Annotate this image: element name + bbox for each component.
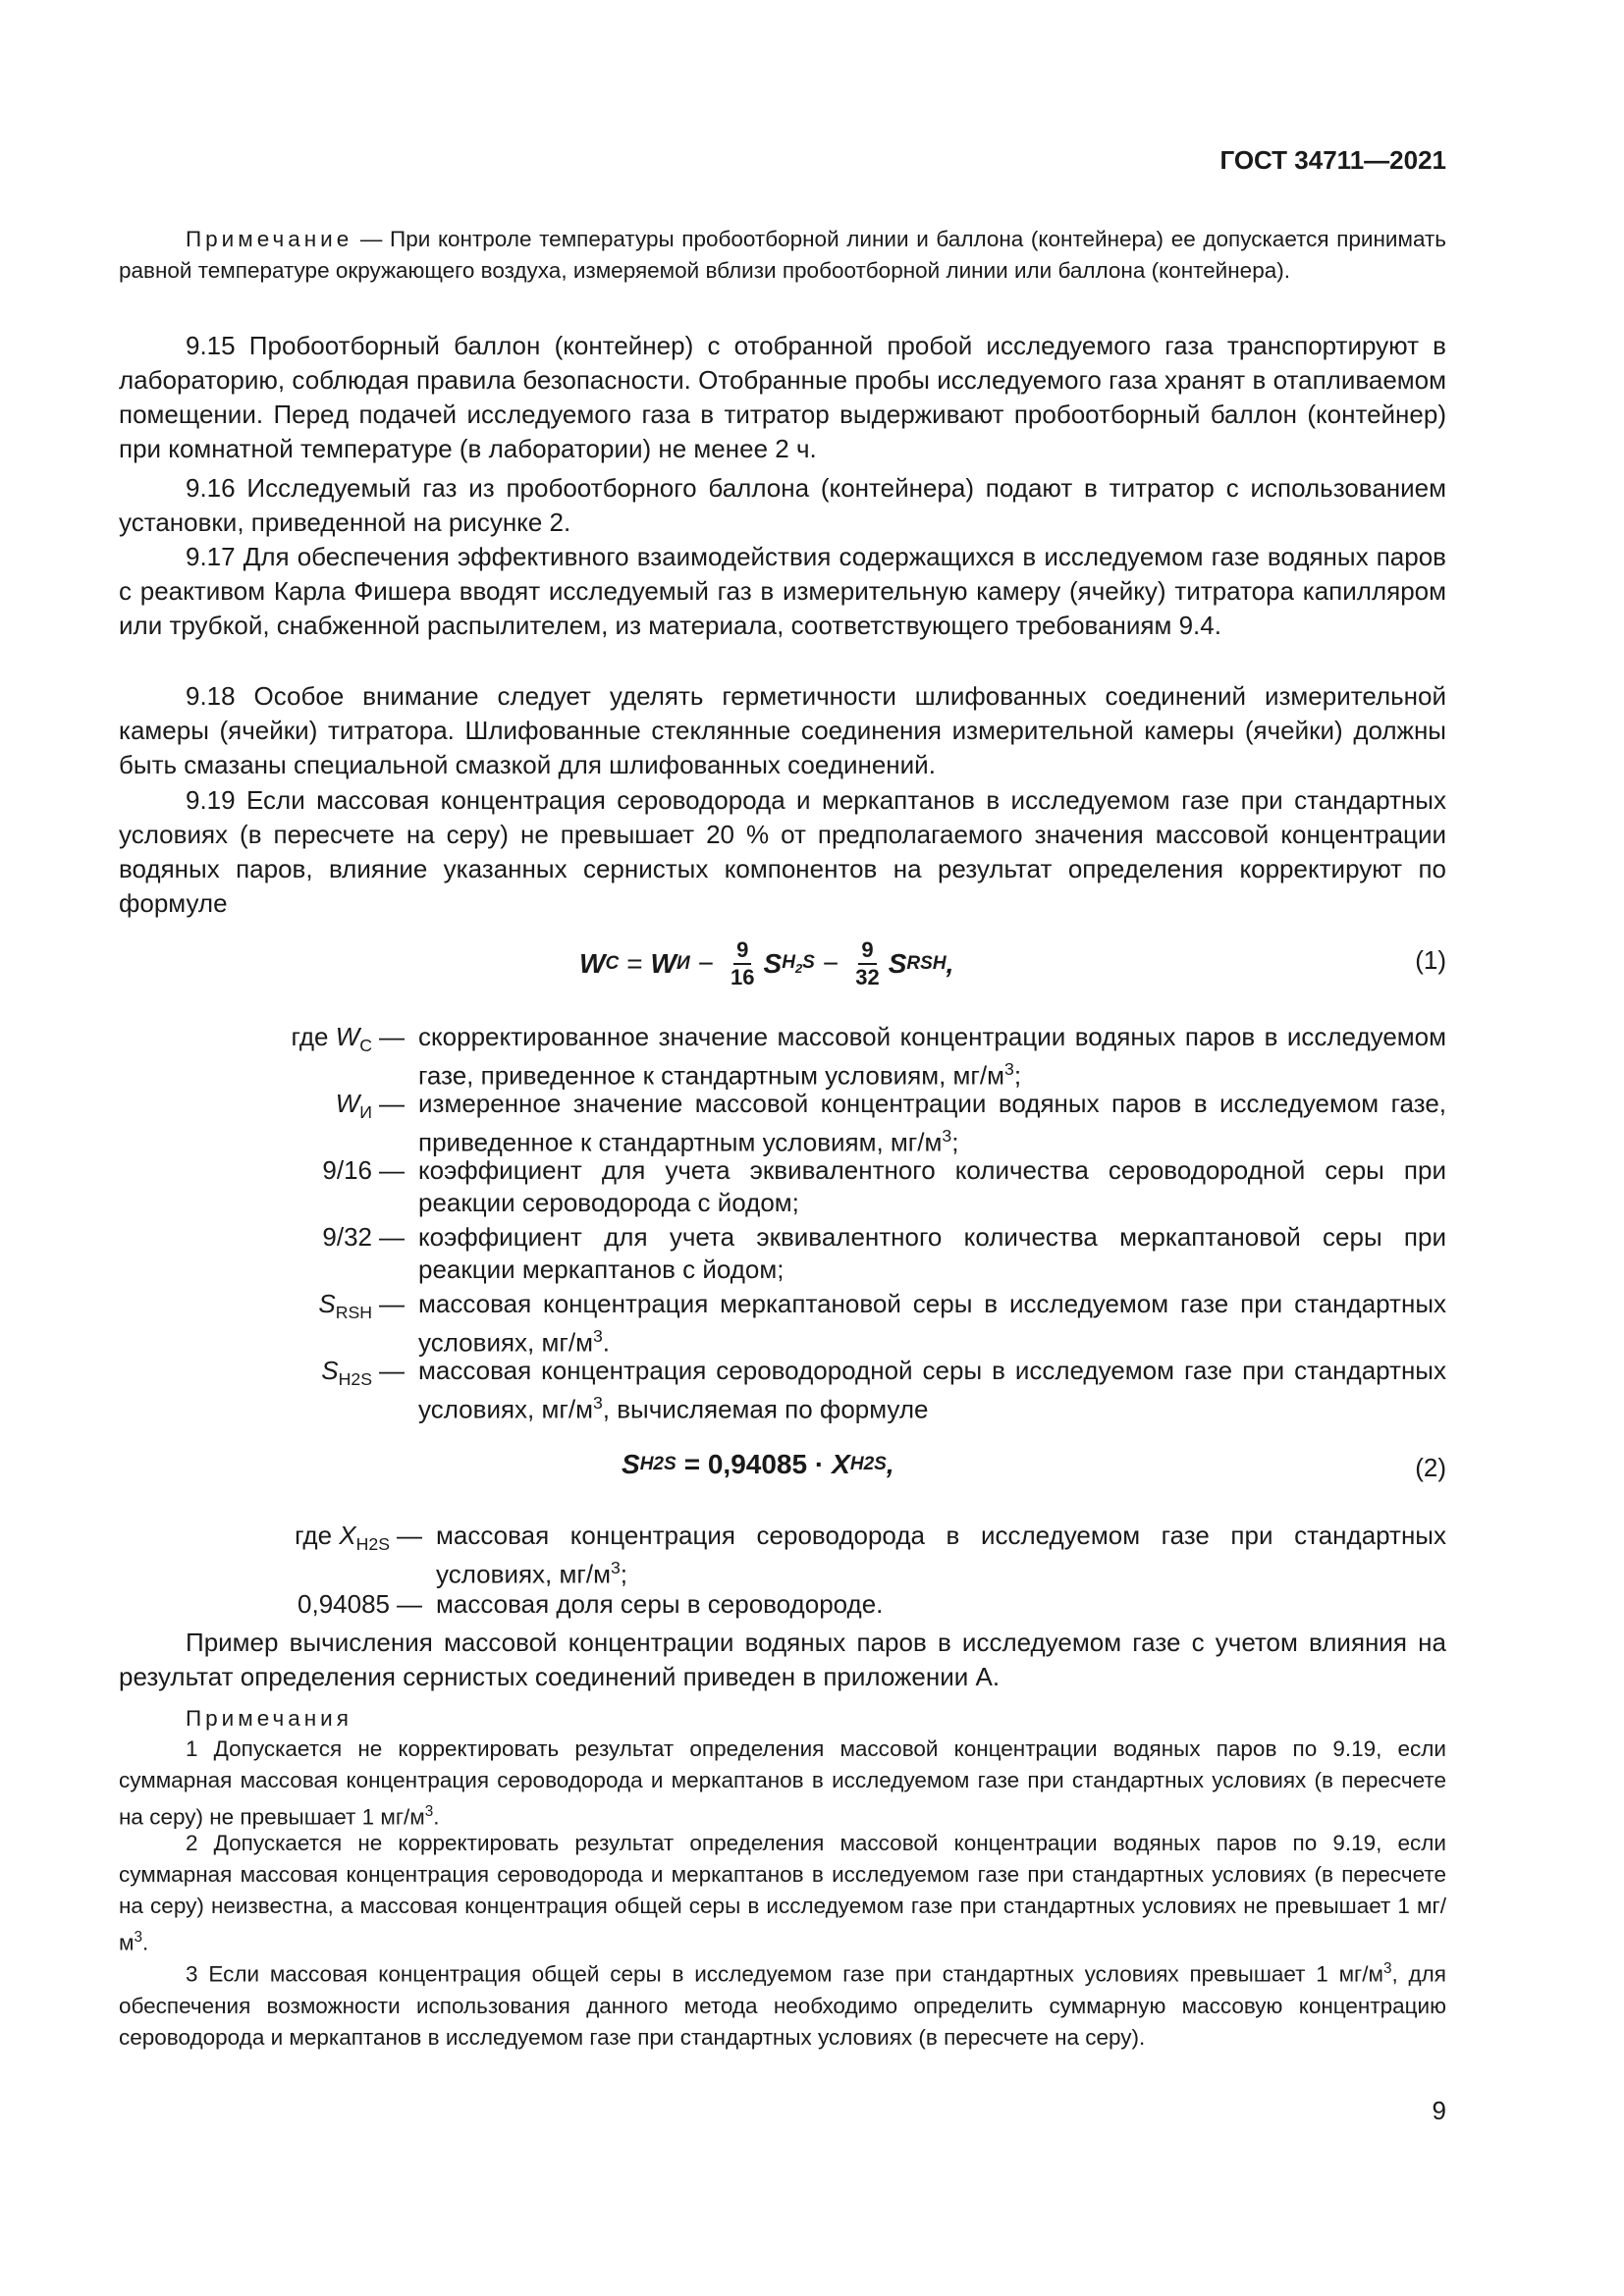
note-2-text: 2 Допускается не корректировать результат определения массовой концентрации водяных паров по 9.19, если суммарная массовая концентрация сероводорода и меркаптанов в исследуемом газе при стандартных условиях (в пересчете на серу) неизвестна, а массовая концентрация общей серы в исследуемом газе при стандартных условиях не превышает 1 мг/м	[119, 1831, 1446, 1955]
legend-symbol: 9/32	[322, 1222, 372, 1252]
legend-text: массовая концентрация сероводородной серы в исследуемом газе при стандартных условиях, мг/м	[418, 1356, 1446, 1424]
note-label: Примечание	[186, 227, 353, 251]
paragraph-9-19: 9.19 Если массовая концентрация сероводорода и меркаптанов в исследуемом газе при стандартных условиях (в пересчете на серу) не превышает 20 % от предполагаемого значения массовой концентрации водяных паров, влияние указанных сернистых компонентов на результат определения корректируют по формуле	[119, 785, 1446, 918]
note-1-end: .	[433, 1804, 440, 1830]
legend-symbol-sub: С	[359, 1036, 372, 1056]
legend-dash: —	[397, 1521, 422, 1550]
formula-2-expression	[622, 1449, 894, 1480]
formula-1-lhs-sub: С	[605, 953, 620, 974]
note-2-sup: 3	[134, 1929, 142, 1946]
note-temperature	[119, 224, 1446, 287]
formula-2-x-sub: H2S	[849, 1454, 887, 1474]
formula-1-minus-1: −	[697, 948, 715, 979]
formula-1-eq: =	[626, 948, 643, 979]
formula-2-number: (2)	[1415, 1453, 1446, 1482]
note-3	[119, 1953, 1446, 2054]
legend-sup: 3	[1004, 1059, 1014, 1079]
legend-symbol: X	[339, 1521, 356, 1550]
note-1-sup: 3	[424, 1803, 434, 1820]
legend-sup: 3	[610, 1558, 621, 1577]
legend-end: ;	[1013, 1060, 1022, 1091]
legend-symbol-sub: И	[359, 1102, 372, 1123]
note-2-end: .	[141, 1930, 149, 1955]
legend-text: скорректированное значение массовой концентрации водяных паров в исследуемом газе, приведенное к стандартным условиям, мг/м	[418, 1022, 1446, 1091]
legend-text: коэффициент для учета эквивалентного количества меркаптановой серы при реакции меркаптанов с йодом;	[418, 1222, 1446, 1284]
legend-end: ;	[951, 1127, 959, 1157]
paragraph-9-15: 9.15 Пробоотборный баллон (контейнер) с отобранной пробой исследуемого газа транспортируют в лабораторию, соблюдая правила безопасности. Отобранные пробы исследуемого газа хранят в отапливаемом помещении. Перед подачей исследуемого газа в титратор выдерживают пробоотборный баллон (контейнер) при комнатной температуре (в лаборатории) не менее 2 ч.	[119, 331, 1446, 463]
legend-symbol: 9/16	[322, 1155, 372, 1185]
fraction-2-numerator: 9	[858, 937, 876, 965]
note-text: — При контроле температуры пробоотборной линии и баллона (контейнера) ее допускается принимать равной температуре окружающего воздуха, измеряемой вблизи пробоотборной линии или баллона (контейнера).	[119, 227, 1446, 283]
legend-text: измеренное значение массовой концентрации водяных паров в исследуемом газе, приведенное к стандартным условиям, мг/м	[418, 1089, 1446, 1157]
legend-sup: 3	[592, 1393, 603, 1413]
legend-dash: —	[379, 1155, 405, 1185]
note-2	[119, 1828, 1446, 1959]
formula-2-lhs-sub: H2S	[639, 1454, 677, 1474]
note-1	[119, 1734, 1446, 1834]
note-3-text-a: 3 Если массовая концентрация общей серы в исследуемом газе при стандартных условиях превышает 1 мг/м	[186, 1961, 1383, 1987]
notes-title: Примечания	[186, 1706, 352, 1731]
fraction-2-denominator: 32	[855, 965, 880, 989]
s1-sub-2: 2	[794, 960, 803, 976]
page-number: 9	[1432, 2096, 1446, 2125]
formula-1-fraction-2	[852, 937, 882, 990]
legend-prefix: где	[291, 1022, 336, 1051]
legend-end: .	[602, 1327, 611, 1358]
legend-text: массовая концентрация сероводорода в исследуемом газе при стандартных условиях, мг/м	[436, 1521, 1446, 1589]
formula-1-number: (1)	[1415, 945, 1446, 975]
legend-dash: —	[379, 1022, 405, 1051]
note-3-text-b: , для обеспечения возможности использования данного метода необходимо определить суммарную массовую концентрацию сероводорода и меркаптанов в исследуемом газе при стандартных условиях (в пересчете на серу).	[119, 1961, 1446, 2050]
formula-2-comma: ,	[886, 1449, 894, 1479]
fraction-1-denominator: 16	[731, 965, 755, 989]
legend-symbol: 0,94085	[298, 1589, 390, 1619]
formula-1-minus-2: −	[822, 948, 839, 979]
legend-sup: 3	[592, 1326, 603, 1346]
legend-symbol-sub: H2S	[338, 1369, 372, 1390]
legend-dash: —	[397, 1589, 422, 1619]
note-3-sup: 3	[1382, 1960, 1392, 1977]
s1-sub-s: S	[802, 952, 815, 974]
legend-symbol: W	[335, 1089, 360, 1118]
fraction-1-numerator: 9	[733, 937, 751, 965]
formula-2-rhs: = 0,94085 ·	[683, 1449, 825, 1479]
formula-1-comma: ,	[946, 948, 954, 979]
legend-dash: —	[379, 1289, 405, 1318]
document-id-header: ГОСТ 34711—2021	[1219, 145, 1446, 175]
legend-prefix: где	[295, 1521, 340, 1550]
legend-dash: —	[379, 1222, 405, 1252]
formula-2-lhs: S	[622, 1449, 640, 1479]
formula-1	[119, 937, 1446, 996]
note-1-text: 1 Допускается не корректировать результат определения массовой концентрации водяных паров по 9.19, если суммарная массовая концентрация сероводорода и меркаптанов в исследуемом газе при стандартных условиях (в пересчете на серу) не превышает 1 мг/м	[119, 1736, 1446, 1830]
formula-1-w-sub: И	[676, 953, 690, 974]
legend-end: , вычисляемая по формуле	[602, 1394, 929, 1424]
legend-symbol-sub: H2S	[355, 1534, 390, 1555]
formula-1-s2-sub: RSH	[906, 953, 947, 974]
formula-1-s1: S	[763, 948, 783, 979]
legend-end: ;	[620, 1559, 628, 1589]
legend-symbol-sub: RSH	[335, 1303, 372, 1323]
formula-2-x: X	[832, 1449, 850, 1479]
formula-1-s2: S	[888, 948, 907, 979]
legend-symbol: S	[321, 1356, 339, 1385]
legend-sup: 3	[942, 1126, 952, 1146]
s1-sub-h: H	[782, 952, 795, 974]
example-paragraph: Пример вычисления массовой концентрации водяных паров в исследуемом газе с учетом влияния на результат определения сернистых соединений приведен в приложении А.	[119, 1628, 1446, 1691]
legend-dash: —	[379, 1356, 405, 1385]
formula-1-w: W	[650, 948, 677, 979]
formula-1-fraction-1	[728, 937, 757, 990]
legend-text: массовая концентрация меркаптановой серы в исследуемом газе при стандартных условиях, мг/м	[418, 1289, 1446, 1358]
formula-1-lhs: W	[579, 948, 606, 979]
legend-text: массовая доля серы в сероводороде.	[436, 1589, 884, 1619]
legend-symbol: W	[335, 1022, 360, 1051]
formula-2	[119, 1449, 1446, 1508]
paragraph-9-18: 9.18 Особое внимание следует уделять герметичности шлифованных соединений измерительной камеры (ячейки) титратора. Шлифованные стеклянные соединения измерительной камеры (ячейки) должны быть смазаны специальной смазкой для шлифованных соединений.	[119, 681, 1446, 779]
paragraph-9-17: 9.17 Для обеспечения эффективного взаимодействия содержащихся в исследуемом газе водяных паров с реактивом Карла Фишера вводят исследуемый газ в измерительную камеру (ячейку) титратора капилляром или трубкой, снабженной распылителем, из материала, соответствующего требованиям 9.4.	[119, 542, 1446, 640]
paragraph-9-16: 9.16 Исследуемый газ из пробоотборного баллона (контейнера) подают в титратор с использованием установки, приведенной на рисунке 2.	[119, 473, 1446, 537]
legend-text: коэффициент для учета эквивалентного количества сероводородной серы при реакции сероводорода с йодом;	[418, 1155, 1446, 1217]
formula-1-expression	[579, 937, 953, 990]
legend-symbol: S	[318, 1289, 336, 1318]
legend-dash: —	[379, 1089, 405, 1118]
